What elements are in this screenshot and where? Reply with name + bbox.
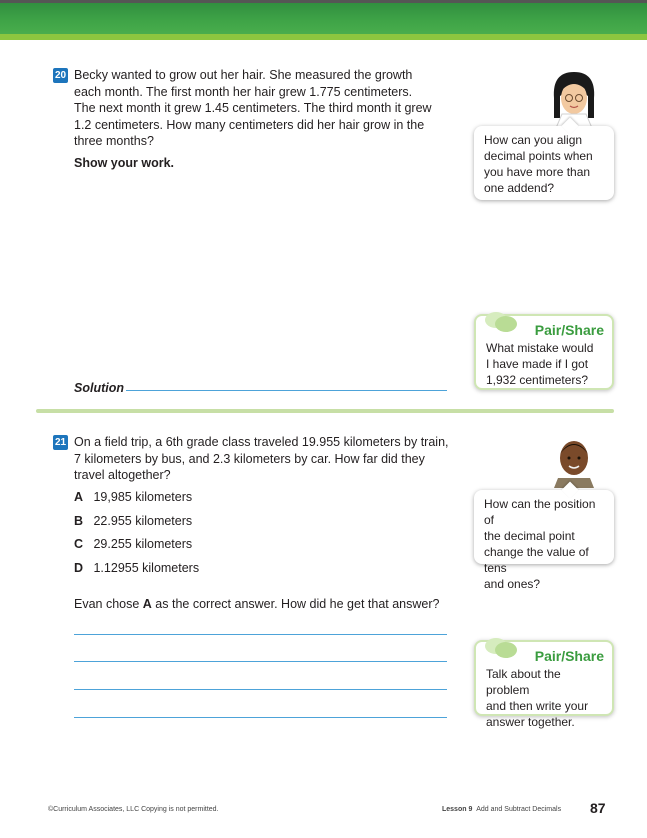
hint-bubble-20-text [484, 132, 604, 196]
question-21-line-2: 7 kilometers by bus, and 2.3 kilometers by car. How far did they [74, 451, 425, 466]
footer-copyright: ©Curriculum Associates, LLC Copying is not permitted. [48, 806, 219, 813]
girl-avatar [548, 68, 600, 128]
choice-b[interactable] [74, 514, 192, 528]
followup-answer-letter: A [142, 597, 152, 611]
hint-20-line-1: How can you align [484, 133, 583, 147]
choice-b-text: 22.955 kilometers [93, 514, 193, 528]
choice-c[interactable] [74, 537, 192, 551]
speech-bubbles-icon [484, 310, 520, 334]
hint-bubble-21 [474, 490, 614, 591]
question-20-line-5: three months? [74, 134, 154, 148]
choice-b-letter: B [74, 514, 84, 528]
question-20-line-3: The next month it grew 1.45 centimeters. The third month it grew [74, 101, 432, 115]
hint-bubble-20 [474, 126, 614, 200]
answer-line-3[interactable] [74, 689, 447, 690]
followup-part-1: Evan chose [74, 597, 143, 611]
footer-lesson-title: Add and Subtract Decimals [476, 806, 562, 813]
pair-share-21-line-1: Talk about the problem [486, 667, 561, 697]
pair-share-20 [474, 314, 614, 390]
question-21-line-3: travel altogether? [74, 468, 171, 482]
solution-answer-line[interactable] [126, 390, 447, 391]
choice-d-letter: D [74, 561, 84, 575]
pair-share-21 [474, 640, 614, 729]
question-20-line-2: each month. The first month her hair grew 1.775 centimeters. [74, 84, 413, 99]
hint-21-line-1: How can the position of [484, 497, 596, 527]
solution-label: Solution [74, 381, 124, 395]
hint-bubble-21-text [484, 496, 604, 592]
hint-20-line-4: one addend? [484, 181, 555, 195]
hint-20-line-2: decimal points when [484, 149, 593, 163]
header-band [0, 0, 647, 38]
header-top-line [0, 0, 647, 3]
question-20-line-1: Becky wanted to grow out her hair. She measured the growth [74, 68, 413, 82]
choice-a-text: 19,985 kilometers [93, 490, 193, 504]
hint-21-line-2: the decimal point [484, 529, 575, 543]
header-stripe [0, 34, 647, 40]
question-20-line-4: 1.2 centimeters. How many centimeters did her hair grow in the [74, 117, 425, 132]
question-21-number: 21 [54, 437, 67, 448]
followup-question [74, 596, 439, 613]
choice-a[interactable] [74, 490, 192, 504]
speech-bubbles-icon [484, 636, 520, 660]
pair-share-21-line-2: and then write your [486, 699, 589, 713]
choice-d-text: 1.12955 kilometers [93, 561, 200, 575]
boy-avatar [548, 436, 600, 488]
show-work-label: Show your work. [74, 156, 175, 170]
answer-line-2[interactable] [74, 661, 447, 662]
choice-d[interactable] [74, 561, 199, 575]
pair-share-20-line-2: I have made if I got [486, 357, 589, 371]
question-20-text [74, 67, 454, 150]
choice-c-text: 29.255 kilometers [93, 537, 193, 551]
hint-20-line-3: you have more than [484, 165, 591, 179]
question-20-number: 20 [54, 70, 67, 81]
question-21-line-1: On a field trip, a 6th grade class traveled 19.955 kilometers by train, [74, 435, 449, 449]
pair-share-21-line-3: answer together. [486, 715, 575, 729]
choice-c-letter: C [74, 537, 84, 551]
pair-share-20-title: Pair/Share [534, 322, 604, 338]
question-21-text [74, 434, 474, 484]
hint-21-line-4: and ones? [484, 577, 541, 591]
footer-lesson-number: Lesson 9 [442, 806, 473, 813]
section-divider [36, 409, 614, 413]
page-number: 87 [590, 800, 606, 816]
answer-line-4[interactable] [74, 717, 447, 718]
followup-part-2: as the correct answer. How did he get that answer? [151, 597, 440, 611]
footer-lesson [442, 806, 561, 813]
choice-a-letter: A [74, 490, 84, 504]
pair-share-20-line-3: 1,932 centimeters? [486, 373, 589, 387]
pair-share-21-title: Pair/Share [534, 648, 604, 664]
hint-21-line-3: change the value of tens [484, 545, 589, 575]
pair-share-20-line-1: What mistake would [486, 341, 594, 355]
answer-line-1[interactable] [74, 634, 447, 635]
